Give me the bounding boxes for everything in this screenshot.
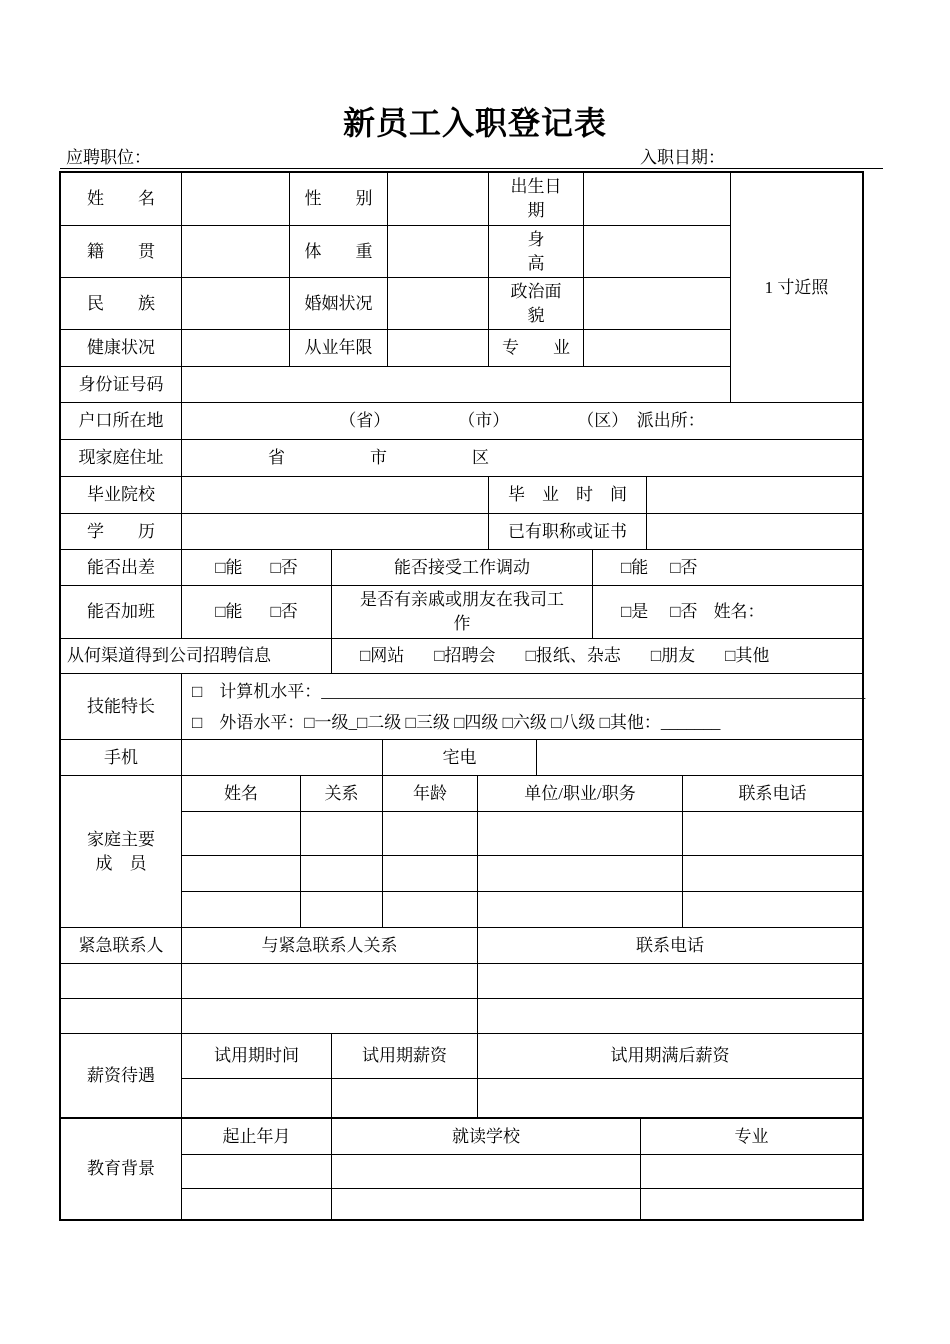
label-health: 健康状况 xyxy=(61,330,182,367)
emergency-cell[interactable] xyxy=(478,964,862,999)
field-major[interactable] xyxy=(584,330,731,367)
relatives-options xyxy=(593,586,862,639)
label-travel: 能否出差 xyxy=(61,550,182,586)
family-cell[interactable] xyxy=(683,892,862,928)
family-cell[interactable] xyxy=(478,856,683,892)
label-school: 毕业院校 xyxy=(61,477,182,514)
channel-website-checkbox[interactable]: □网站 xyxy=(360,646,405,665)
label-emergency: 紧急联系人 xyxy=(61,928,182,964)
family-cell[interactable] xyxy=(683,812,862,856)
family-cell[interactable] xyxy=(301,892,383,928)
skills-options xyxy=(182,674,866,740)
family-cell[interactable] xyxy=(478,812,683,856)
field-address[interactable]: 省 市 区 xyxy=(182,440,862,477)
family-cell[interactable] xyxy=(182,892,301,928)
channel-other-checkbox[interactable]: □其他 xyxy=(725,646,770,665)
field-native[interactable] xyxy=(182,226,290,278)
channel-jobfair-checkbox[interactable]: □招聘会 xyxy=(434,646,496,665)
skill-computer-level[interactable]: □ 计算机水平：________________________________________________________________ xyxy=(192,681,866,701)
label-name: 姓 名 xyxy=(61,173,182,226)
transfer-yes-checkbox[interactable]: □能 xyxy=(621,557,649,577)
channel-options xyxy=(332,639,862,674)
edu-header-school: 就读学校 xyxy=(332,1119,641,1155)
salary-header-period: 试用期时间 xyxy=(182,1034,332,1079)
entry-date-label: 入职日期： xyxy=(640,148,725,167)
label-address: 现家庭住址 xyxy=(61,440,182,477)
channel-newspaper-checkbox[interactable]: □报纸、杂志 xyxy=(525,646,621,665)
family-header-relation: 关系 xyxy=(301,776,383,812)
label-grad-time: 毕 业 时 间 xyxy=(489,477,647,514)
field-name[interactable] xyxy=(182,173,290,226)
label-transfer: 能否接受工作调动 xyxy=(332,550,593,586)
label-home-phone: 宅电 xyxy=(383,740,537,776)
salary-cell[interactable] xyxy=(332,1079,478,1119)
edu-cell[interactable] xyxy=(641,1189,862,1219)
label-marital: 婚姻状况 xyxy=(290,278,388,330)
relatives-name-label: 姓名： xyxy=(713,602,765,621)
emergency-cell[interactable] xyxy=(478,999,862,1034)
emergency-cell[interactable] xyxy=(182,964,478,999)
emergency-cell[interactable] xyxy=(61,964,182,999)
label-emergency-relation: 与紧急联系人关系 xyxy=(182,928,478,964)
label-weight: 体 重 xyxy=(290,226,388,278)
label-years: 从业年限 xyxy=(290,330,388,367)
overtime-no-checkbox[interactable]: □否 xyxy=(270,602,298,621)
label-education: 学 历 xyxy=(61,514,182,550)
edu-cell[interactable] xyxy=(182,1189,332,1219)
family-cell[interactable] xyxy=(383,856,478,892)
label-skills: 技能特长 xyxy=(61,674,182,740)
family-cell[interactable] xyxy=(182,856,301,892)
overtime-options xyxy=(182,586,332,639)
label-overtime: 能否加班 xyxy=(61,586,182,639)
salary-header-probation: 试用期薪资 xyxy=(332,1034,478,1079)
relatives-no-checkbox[interactable]: □否 xyxy=(670,602,698,621)
label-hukou: 户口所在地 xyxy=(61,403,182,440)
field-birth[interactable] xyxy=(584,173,731,226)
salary-header-after: 试用期满后薪资 xyxy=(478,1034,862,1079)
family-cell[interactable] xyxy=(383,812,478,856)
field-home-phone[interactable] xyxy=(537,740,862,776)
edu-header-major: 专业 xyxy=(641,1119,862,1155)
label-edu-bg: 教育背景 xyxy=(61,1119,182,1219)
relatives-yes-checkbox[interactable]: □是 xyxy=(621,602,649,621)
field-gender[interactable] xyxy=(388,173,489,226)
field-weight[interactable] xyxy=(388,226,489,278)
label-id-number: 身份证号码 xyxy=(61,367,182,403)
label-mobile: 手机 xyxy=(61,740,182,776)
edu-cell[interactable] xyxy=(182,1155,332,1189)
emergency-cell[interactable] xyxy=(182,999,478,1034)
family-cell[interactable] xyxy=(683,856,862,892)
channel-friend-checkbox[interactable]: □朋友 xyxy=(650,646,696,665)
label-cert: 已有职称或证书 xyxy=(489,514,647,550)
label-channel: 从何渠道得到公司招聘信息 xyxy=(61,639,332,674)
field-grad-time[interactable] xyxy=(647,477,862,514)
field-hukou[interactable]: （省） （市） （区） 派出所： xyxy=(182,403,862,440)
field-cert[interactable] xyxy=(647,514,862,550)
field-school[interactable] xyxy=(182,477,489,514)
field-years[interactable] xyxy=(388,330,489,367)
family-header-age: 年龄 xyxy=(383,776,478,812)
registration-form-table xyxy=(59,171,864,1221)
transfer-no-checkbox[interactable]: □否 xyxy=(670,557,698,577)
field-health[interactable] xyxy=(182,330,290,367)
family-cell[interactable] xyxy=(301,812,383,856)
label-political: 政治面 貌 xyxy=(489,278,584,330)
travel-yes-checkbox[interactable]: □能 xyxy=(215,557,243,577)
position-label: 应聘职位： xyxy=(66,148,151,167)
field-political[interactable] xyxy=(584,278,731,330)
label-salary: 薪资待遇 xyxy=(61,1034,182,1119)
transfer-options xyxy=(593,550,862,586)
label-relatives: 是否有亲戚或朋友在我司工 作 xyxy=(332,586,593,639)
travel-no-checkbox[interactable]: □否 xyxy=(270,557,298,577)
family-header-phone: 联系电话 xyxy=(683,776,862,812)
field-ethnic[interactable] xyxy=(182,278,290,330)
page-title: 新员工入职登记表 xyxy=(342,105,607,141)
label-birth: 出生日 期 xyxy=(489,173,584,226)
travel-options xyxy=(182,550,332,586)
salary-cell[interactable] xyxy=(182,1079,332,1119)
family-cell[interactable] xyxy=(383,892,478,928)
label-native: 籍 贯 xyxy=(61,226,182,278)
field-height[interactable] xyxy=(584,226,731,278)
header-underline xyxy=(60,168,883,169)
family-cell[interactable] xyxy=(301,856,383,892)
field-mobile[interactable] xyxy=(182,740,383,776)
family-header-name: 姓名 xyxy=(182,776,301,812)
edu-cell[interactable] xyxy=(641,1155,862,1189)
field-education[interactable] xyxy=(182,514,489,550)
skill-language-level[interactable]: □ 外语水平：□一级_□二级 □三级 □四级 □六级 □八级 □其他：_______ xyxy=(192,712,721,732)
field-id-number[interactable] xyxy=(182,367,731,403)
salary-cell[interactable] xyxy=(478,1079,862,1119)
family-cell[interactable] xyxy=(478,892,683,928)
label-gender: 性 别 xyxy=(290,173,388,226)
emergency-cell[interactable] xyxy=(61,999,182,1034)
edu-cell[interactable] xyxy=(332,1155,641,1189)
label-height: 身 高 xyxy=(489,226,584,278)
label-family: 家庭主要 成 员 xyxy=(61,776,182,928)
label-ethnic: 民 族 xyxy=(61,278,182,330)
edu-header-period: 起止年月 xyxy=(182,1119,332,1155)
family-header-work: 单位/职业/职务 xyxy=(478,776,683,812)
edu-cell[interactable] xyxy=(332,1189,641,1219)
label-emergency-phone: 联系电话 xyxy=(478,928,862,964)
label-major: 专 业 xyxy=(489,330,584,367)
family-cell[interactable] xyxy=(182,812,301,856)
photo-cell: 1 寸近照 xyxy=(731,173,862,403)
overtime-yes-checkbox[interactable]: □能 xyxy=(215,602,243,621)
field-marital[interactable] xyxy=(388,278,489,330)
